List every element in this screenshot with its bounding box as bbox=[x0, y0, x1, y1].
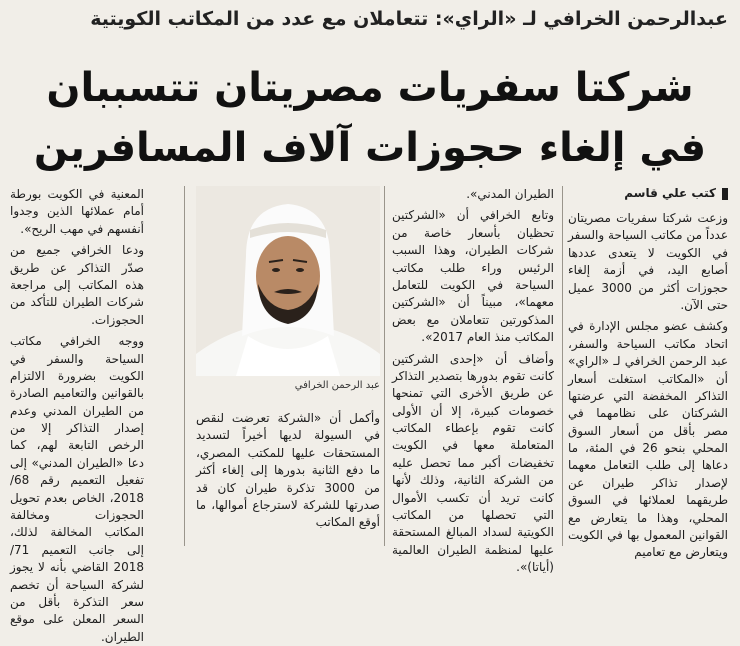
article-column-2 bbox=[392, 186, 554, 575]
column-divider bbox=[384, 186, 385, 546]
byline-text: كتب علي قاسم bbox=[624, 186, 716, 200]
headline-line-1: شركتا سفريات مصريتان تتسببان bbox=[46, 65, 694, 111]
portrait-photo bbox=[196, 186, 380, 376]
column-divider bbox=[184, 186, 185, 546]
paragraph: ودعا الخرافي جميع من صدّر التذاكر عن طريق هذه المكاتب إلى مراجعة شركات الطيران للتأكد من الحجوزات. bbox=[10, 243, 144, 327]
photo-caption: عبد الرحمن الخرافي bbox=[294, 380, 380, 391]
byline bbox=[568, 186, 728, 203]
article-column-1 bbox=[568, 210, 729, 560]
paragraph: وتابع الخرافي أن «الشركتين تحظيان بأسعار خاصة من شركات الطيران، وهذا السبب الرئيس وراء طلب مكاتب السياحة في الكويت للتعامل معهما»، مبيناً أن «الشركتين المذكورتين تتعاملان مع بعض المكاتب منذ العام 2017». bbox=[392, 208, 554, 345]
paragraph: المعنية في الكويت بورطة أمام عملائها الذين وجدوا أنفسهم في مهب الريح». bbox=[10, 187, 144, 236]
article-column-3 bbox=[196, 410, 380, 548]
paragraph: وأضاف أن «إحدى الشركتين كانت تقوم بدورها بتصدير التذاكر عن طريق الأخرى التي تمنحها خصومات كبيرة، إلا أن الأولى كانت تقوم بإعطاء المكاتب المتعاملة معها في الكويت تخفيضات أكبر مما تحصل عليه من الشركة الثانية، وذلك لأنها كانت تريد أن تكسب الأموال التي تحصلها من المكاتب الكويتية لسداد المبالغ المستحقة عليها لمنظمة الطيران العالمية (أياتا)». bbox=[392, 351, 554, 575]
paragraph: وزعت شركتا سفريات مصريتان عدداً من مكاتب السياحة والسفر في الكويت لا يتعدى عددها أصابع اليد، في أزمة إلغاء حجوزات أكثر من 3000 عميل حتى الآن. bbox=[568, 211, 728, 312]
article-kicker: عبدالرحمن الخرافي لـ «الراي»: تتعاملان مع عدد من المكاتب الكويتية bbox=[90, 8, 728, 30]
paragraph: ووجه الخرافي مكاتب السياحة والسفر في الكويت بضرورة الالتزام بالقوانين والتعاميم الصادرة من الطيران المدني وعدم إصدار التذاكر إلا من الرخص التابعة لهم، كما دعا «الطيران المدني» إلى تفعيل التعميم رقم 68/ 2018، الخاص بعدم تحويل الحجوزات ومخالفة المكاتب المخالفة لذلك، إلى جانب التعميم 71/ 2018 القاضي بأنه لا يجوز لشركة السياحة أن تخصم سعر التذكرة بأقل من السعر المعلن على موقع الطيران. bbox=[10, 334, 144, 644]
paragraph: الطيران المدني». bbox=[466, 187, 554, 201]
column-divider bbox=[562, 186, 563, 546]
byline-marker-icon bbox=[722, 188, 728, 200]
paragraph: وكشف عضو مجلس الإدارة في اتحاد مكاتب السياحة والسفر، عبد الرحمن الخرافي لـ «الراي» أن «المكاتب استغلت أسعار التذاكر المخفضة التي عرضتها الشركتان على نظامهما في مصر بأقل من أسعار السوق المحلي بنحو 26 في المئة، ما دعاها إلى طلب التعامل معهما لإصدار تذاكر طيران عن طريقهما لعملائها في السوق المحلي، وهذا ما يتعارض مع القوانين المعمول بها في الكويت ويتعارض مع تعاميم bbox=[568, 319, 729, 560]
headline-line-2: في إلغاء حجوزات آلاف المسافرين bbox=[33, 125, 707, 171]
paragraph: وأكمل أن «الشركة تعرضت لنقص في السيولة لديها أخيراً لتسديد المستحقات عليها للمكتب المصري، ما دفع الثانية بدورها إلى إلغاء أكثر من 3000 تذكرة طيران كان قد صدرتها للشركة لاسترجاع أموالها، ما أوقع المكاتب bbox=[196, 411, 380, 530]
article-column-4 bbox=[10, 186, 144, 644]
person-portrait-icon bbox=[196, 186, 380, 376]
